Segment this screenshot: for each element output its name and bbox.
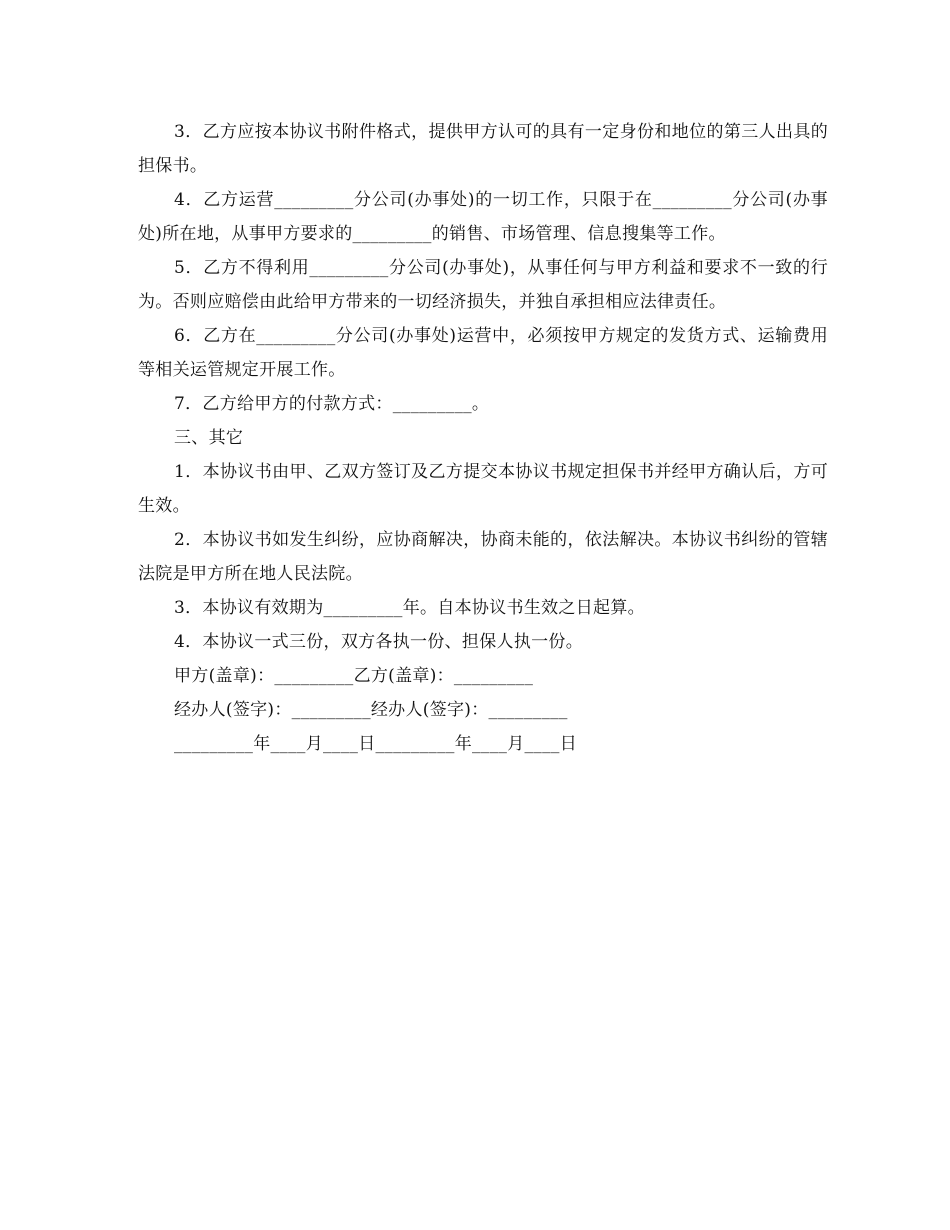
clause-5-prohibited-use: 5．乙方不得利用_________分公司(办事处)，从事任何与甲方利益和要求不一致的行为。否则应赔偿由此给甲方带来的一切经济损失，并独自承担相应法律责任。 [138, 258, 828, 312]
clause-4-branch-operation: 4．乙方运营_________分公司(办事处)的一切工作，只限于在_________分公司(办事处)所在地，从事甲方要求的_________的销售、市场管理、信息搜集等工作。 [138, 190, 828, 244]
signature-date-line: _________年____月____日_________年____月____日 [174, 734, 577, 754]
other-clause-1-effectiveness: 1．本协议书由甲、乙双方签订及乙方提交本协议书规定担保书并经甲方确认后，方可生效。 [138, 462, 828, 516]
document-body [138, 115, 828, 761]
signature-seal-line: 甲方(盖章)：_________乙方(盖章)：_________ [174, 666, 534, 686]
clause-7-payment-method: 7．乙方给甲方的付款方式：_________。 [174, 394, 490, 414]
clause-3-guarantee-letter: 3．乙方应按本协议书附件格式，提供甲方认可的具有一定身份和地位的第三人出具的担保书。 [138, 122, 828, 176]
other-clause-3-validity-period: 3．本协议有效期为_________年。自本协议书生效之日起算。 [174, 598, 645, 618]
other-clause-2-disputes: 2．本协议书如发生纠纷，应协商解决，协商未能的，依法解决。本协议书纠纷的管辖法院是甲方所在地人民法院。 [138, 530, 828, 584]
signature-signer-line: 经办人(签字)：_________经办人(签字)：_________ [174, 700, 568, 720]
section-heading-other: 三、其它 [174, 428, 244, 448]
other-clause-4-copies: 4．本协议一式三份，双方各执一份、担保人执一份。 [174, 632, 584, 652]
clause-6-shipping-rules: 6．乙方在_________分公司(办事处)运营中，必须按甲方规定的发货方式、运输费用等相关运管规定开展工作。 [138, 326, 828, 380]
